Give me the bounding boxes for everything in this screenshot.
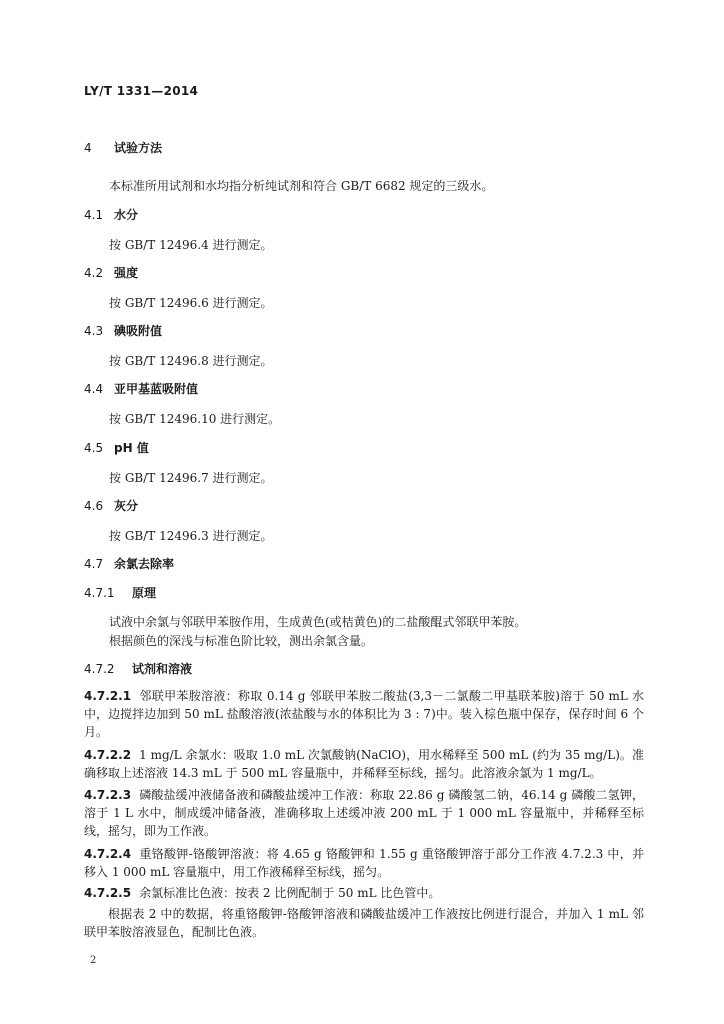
- section-4-1-heading: [84, 206, 138, 223]
- clause-text: 磷酸盐缓冲液储备液和磷酸盐缓冲工作液：称取 22.86 g 磷酸氢二钠，46.14 g 磷酸二氢钾，溶于 1 L 水中，制成缓冲储备液，准确移取上述缓冲液 200 mL 于 1 000 mL 容量瓶中，并稀释至标线，摇匀，即为工作液。: [84, 788, 644, 838]
- section-4-7-2-heading: [84, 660, 192, 677]
- section-4-5-body: 按 GB/T 12496.7 进行测定。: [109, 471, 273, 485]
- section-title: pH 值: [114, 441, 149, 455]
- section-4-2-heading: [84, 264, 138, 281]
- section-title: 原理: [132, 586, 157, 600]
- clause-4-7-2-1: [84, 687, 644, 741]
- section-4-3-body: 按 GB/T 12496.8 进行测定。: [109, 354, 273, 368]
- section-4-4-body: 按 GB/T 12496.10 进行测定。: [109, 412, 281, 426]
- clause-number: 4.7.2.3: [84, 788, 132, 802]
- clause-number: 4.7.2.5: [84, 886, 132, 900]
- clause-4-7-2-5: [84, 884, 644, 902]
- clause-4-7-2-5-continuation: 根据表 2 中的数据，将重铬酸钾-铬酸钾溶液和磷酸盐缓冲工作液按比例进行混合，并加入 1 mL 邻联甲苯胺溶液显色，配制比色液。: [84, 907, 644, 939]
- section-4-1-body: 按 GB/T 12496.4 进行测定。: [109, 238, 273, 252]
- clause-number: 4.7.2.1: [84, 689, 132, 703]
- section-title: 碘吸附值: [114, 324, 163, 338]
- section-4-7-1-heading: [84, 584, 156, 601]
- section-4-2-body: 按 GB/T 12496.6 进行测定。: [109, 296, 273, 310]
- page-number: 2: [90, 955, 97, 966]
- section-number: 4.7.1: [84, 586, 115, 600]
- clause-text: 邻联甲苯胺溶液：称取 0.14 g 邻联甲苯胺二酸盐(3,3－二氯酸二甲基联苯胺)溶于 50 mL 水中，边搅拌边加到 50 mL 盐酸溶液(浓盐酸与水的体积比为 3 : 7)中。装入棕色瓶中保存，保存时间 6 个月。: [84, 689, 644, 739]
- section-number: 4.3: [84, 324, 104, 338]
- section-4-3-heading: [84, 322, 162, 339]
- section-title: 灰分: [114, 499, 139, 513]
- section-title: 强度: [114, 266, 139, 280]
- section-4-5-heading: [84, 439, 149, 456]
- clause-number: 4.7.2.4: [84, 847, 132, 861]
- section-number: 4.2: [84, 266, 104, 280]
- section-title: 亚甲基蓝吸附值: [114, 382, 199, 396]
- clause-4-7-2-2: [84, 746, 644, 782]
- clause-4-7-2-4: [84, 845, 644, 881]
- clause-text: 重铬酸钾-铬酸钾溶液：将 4.65 g 铬酸钾和 1.55 g 重铬酸钾溶于部分工作液 4.7.2.3 中，并移入 1 000 mL 容量瓶中，用工作液稀释至标线，摇匀。: [84, 847, 644, 879]
- section-number: 4.7: [84, 557, 104, 571]
- section-number: 4: [84, 141, 92, 155]
- section-4-intro: 本标准所用试剂和水均指分析纯试剂和符合 GB/T 6682 规定的三级水。: [109, 179, 494, 193]
- section-title: 余氯去除率: [114, 557, 175, 571]
- clause-text: 余氯标准比色液：按表 2 比例配制于 50 mL 比色管中。: [139, 886, 441, 900]
- section-title: 试验方法: [114, 141, 163, 155]
- clause-text: 1 mg/L 余氯水：吸取 1.0 mL 次氯酸钠(NaClO)，用水稀释至 500 mL (约为 35 mg/L)。准确移取上述溶液 14.3 mL 于 500 mL 容量瓶中，并稀释至标线，摇匀。此溶液余氯为 1 mg/L。: [84, 748, 644, 780]
- principle-line-2: 根据颜色的深浅与标准色阶比较，测出余氯含量。: [109, 634, 374, 648]
- section-number: 4.1: [84, 208, 104, 222]
- section-4-6-heading: [84, 497, 138, 514]
- section-number: 4.4: [84, 382, 104, 396]
- section-number: 4.5: [84, 441, 104, 455]
- section-title: 试剂和溶液: [132, 662, 193, 676]
- section-4-7-heading: [84, 555, 174, 572]
- clause-number: 4.7.2.2: [84, 748, 132, 762]
- standard-header: LY/T 1331—2014: [84, 84, 199, 98]
- principle-line-1: 试液中余氯与邻联甲苯胺作用，生成黄色(或桔黄色)的二盐酸醌式邻联甲苯胺。: [109, 615, 527, 629]
- section-number: 4.7.2: [84, 662, 115, 676]
- section-4-4-heading: [84, 380, 198, 397]
- section-title: 水分: [114, 208, 139, 222]
- section-number: 4.6: [84, 499, 104, 513]
- section-4-6-body: 按 GB/T 12496.3 进行测定。: [109, 529, 273, 543]
- clause-4-7-2-3: [84, 786, 644, 840]
- section-4-heading: [84, 139, 162, 156]
